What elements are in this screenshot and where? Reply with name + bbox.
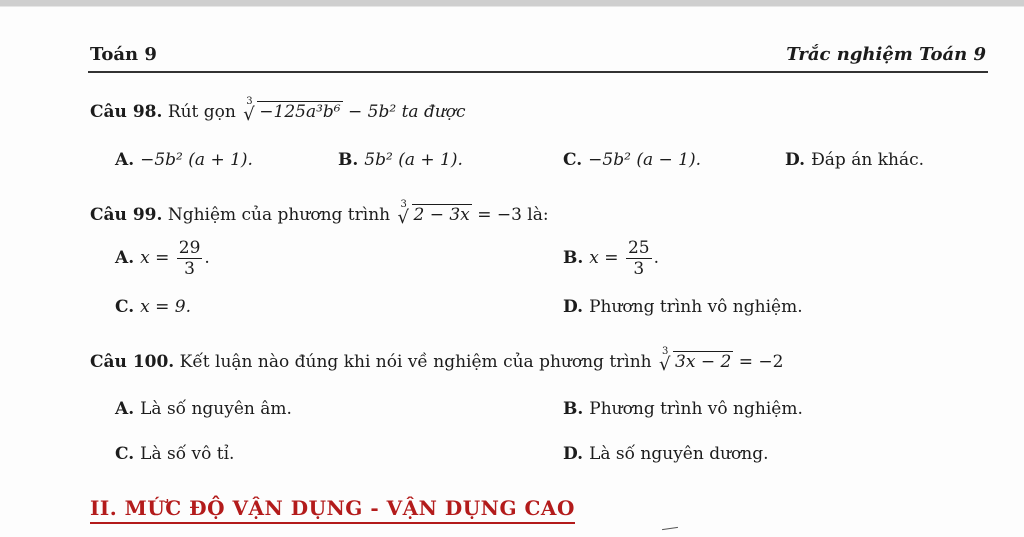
question-98-text: Rút gọn (167, 102, 236, 122)
option-text: Là số vô tỉ. (140, 444, 235, 464)
option-label: B. (563, 399, 584, 419)
question-99-rhs: = −3 là: (477, 205, 549, 225)
question-100-text: Kết luận nào đúng khi nói về nghiệm của phương trình (179, 352, 652, 372)
option-label: D. (563, 444, 584, 464)
option-text: Phương trình vô nghiệm. (589, 297, 803, 317)
option-label: A. (115, 150, 135, 170)
option-label: A. (115, 399, 135, 419)
option-lhs: x = (589, 248, 619, 268)
option-label: C. (115, 444, 135, 464)
question-100-rhs: = −2 (738, 352, 784, 372)
stray-mark (662, 527, 678, 530)
option-text: x = 9. (140, 297, 192, 317)
option-label: B. (563, 248, 584, 268)
option-label: C. (563, 150, 583, 170)
option-text: −5b² (a + 1). (140, 150, 253, 170)
option-lhs: x = (140, 248, 170, 268)
option-label: C. (115, 297, 135, 317)
question-100-label: Câu 100. (90, 352, 175, 372)
root-index: 3 (246, 96, 253, 107)
cube-root-98 (243, 96, 342, 125)
fraction (177, 238, 203, 279)
option-label: D. (563, 297, 584, 317)
cube-root-99 (397, 199, 472, 228)
denominator: 3 (184, 259, 195, 279)
header-title: Trắc nghiệm Toán 9 (786, 44, 986, 65)
radicand: −125a³b⁶ (259, 102, 341, 122)
option-99-c[interactable] (115, 297, 191, 317)
option-text: −5b² (a − 1). (588, 150, 701, 170)
option-text: Là số nguyên dương. (589, 444, 769, 464)
option-text: Đáp án khác. (811, 150, 925, 170)
option-99-b[interactable]: B. x = $\frac{25}{3}$ . (563, 238, 659, 279)
section-heading: II. MỨC ĐỘ VẬN DỤNG - VẬN DỤNG CAO (90, 496, 575, 524)
radicand: 3x − 2 (675, 352, 732, 372)
option-label: D. (785, 150, 806, 170)
question-99 (90, 199, 549, 228)
question-99-text: Nghiệm của phương trình (167, 205, 391, 225)
question-98-expr: − 5b² ta được (348, 102, 466, 122)
option-98-c[interactable] (563, 150, 701, 170)
option-text: Phương trình vô nghiệm. (589, 399, 803, 419)
radical-sign-icon: √ (397, 207, 409, 228)
numerator: 29 (178, 238, 201, 258)
question-98-label: Câu 98. (90, 102, 163, 122)
radicand: 2 − 3x (413, 205, 470, 225)
header-rule (88, 71, 988, 73)
option-99-d[interactable] (563, 297, 803, 317)
question-98 (90, 96, 466, 125)
denominator: 3 (633, 259, 645, 279)
header-subject: Toán 9 (90, 44, 157, 65)
option-text: 5b² (a + 1). (364, 150, 463, 170)
option-99-a[interactable]: A. x = $\frac{29}{3}$ . (115, 238, 210, 279)
radical-sign-icon: √ (659, 354, 671, 375)
radical-sign-icon: √ (243, 104, 255, 125)
numerator: 25 (627, 238, 650, 258)
option-100-b[interactable] (563, 399, 803, 419)
option-100-d[interactable] (563, 444, 769, 464)
option-100-a[interactable] (115, 399, 292, 419)
window-top-border-shade (0, 6, 1024, 7)
option-98-d[interactable] (785, 150, 924, 170)
question-100 (90, 346, 784, 375)
cube-root-100 (659, 346, 733, 375)
fraction (626, 238, 652, 279)
option-98-a[interactable] (115, 150, 253, 170)
option-label: B. (338, 150, 359, 170)
option-100-c[interactable] (115, 444, 234, 464)
root-index: 3 (662, 346, 669, 357)
option-label: A. (115, 248, 135, 268)
option-98-b[interactable] (338, 150, 463, 170)
option-text: Là số nguyên âm. (140, 399, 292, 419)
question-99-label: Câu 99. (90, 205, 163, 225)
root-index: 3 (400, 199, 407, 210)
